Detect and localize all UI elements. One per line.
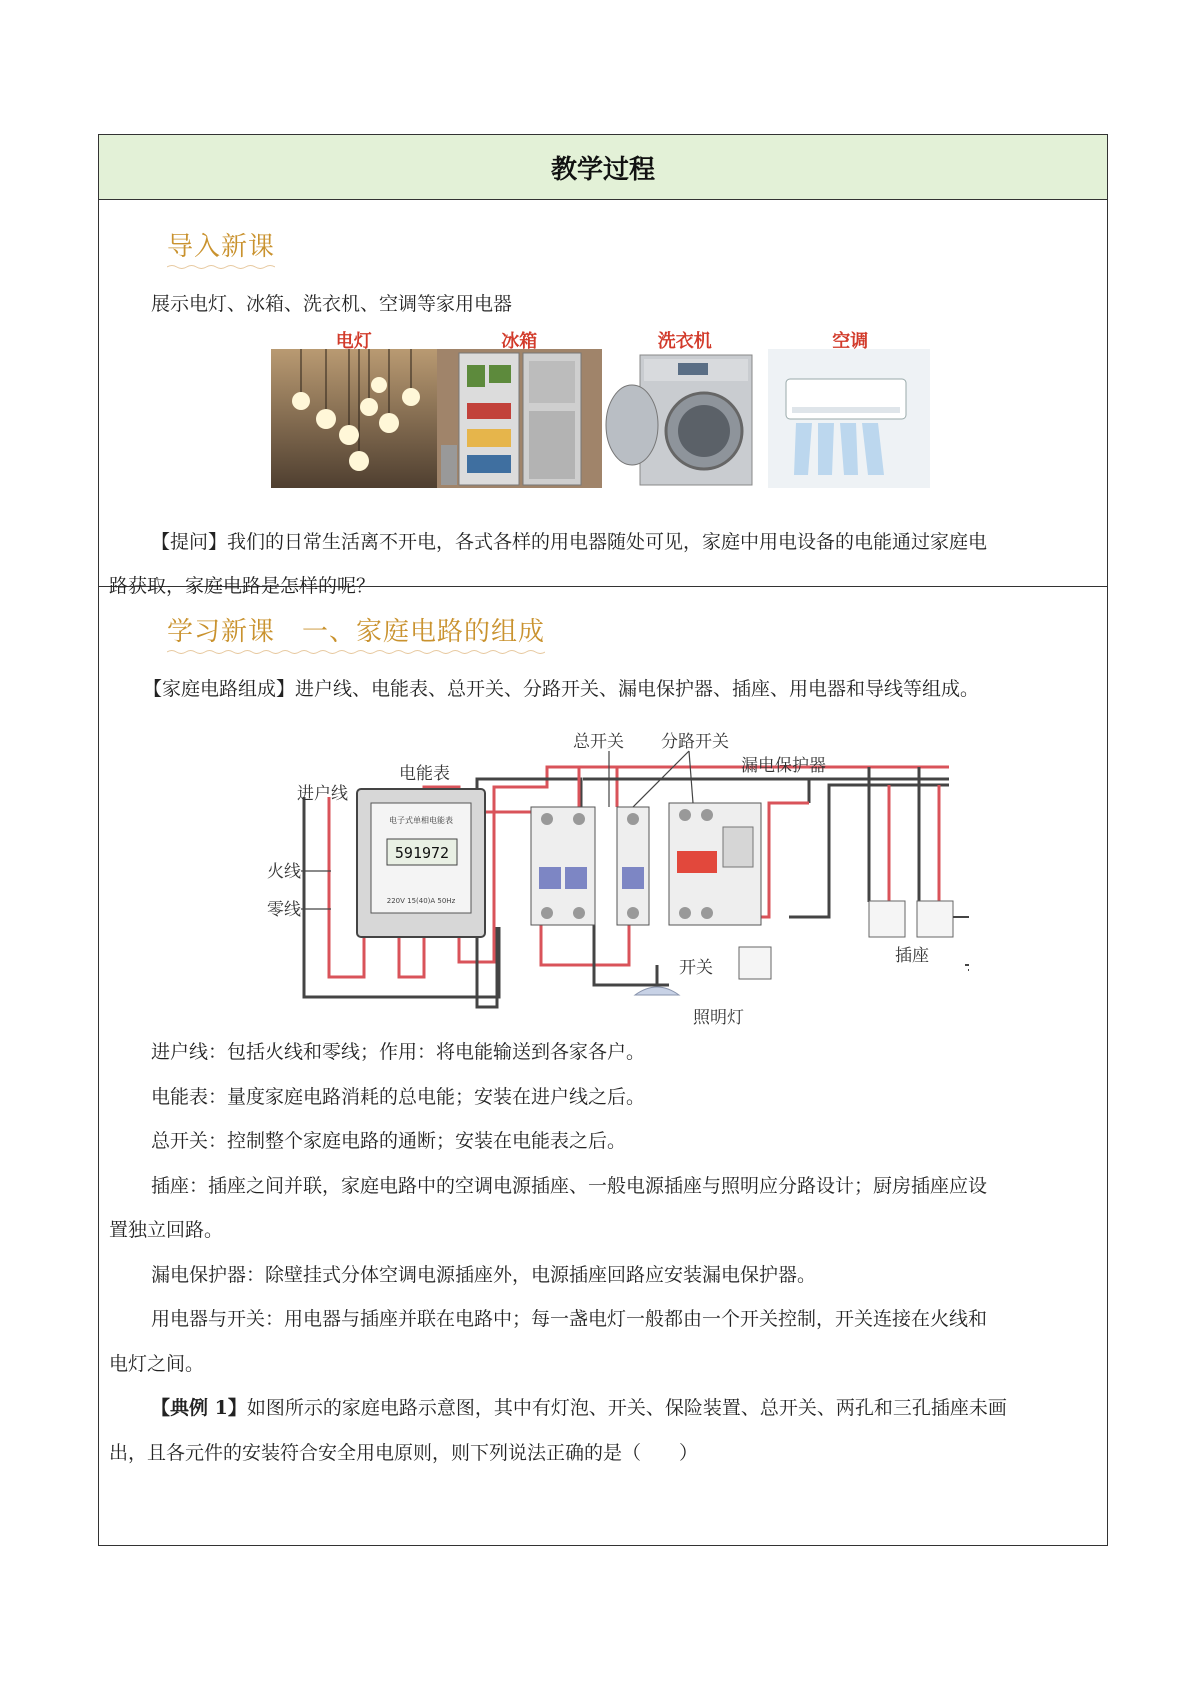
item-socket: 插座：插座之间并联，家庭电路中的空调电源插座、一般电源插座与照明应分路设计；厨房插座应设 <box>151 1175 988 1197</box>
intro-title <box>167 226 275 263</box>
lesson-table <box>98 134 1108 1546</box>
example-tag: 【典例 1】 <box>151 1397 247 1419</box>
leakage-protector <box>669 803 761 925</box>
appliance-ac <box>768 325 934 488</box>
label-socket: 插座 <box>895 946 929 966</box>
label-neutral-wire: 零线 <box>267 900 301 920</box>
socket-two-hole <box>869 901 905 937</box>
label-meter: 电能表 <box>399 764 450 784</box>
example-line2: 出，且各元件的安装符合安全用电原则，则下列说法正确的是（ ） <box>109 1442 699 1464</box>
household-circuit-diagram <box>249 717 969 1047</box>
label-main-switch: 总开关 <box>573 732 624 752</box>
appliance-lamp <box>271 325 437 488</box>
appliance-label: 冰箱 <box>501 331 538 352</box>
appliance-fridge <box>437 325 603 488</box>
lesson-section <box>99 587 1107 1545</box>
appliance-label: 空调 <box>832 331 869 352</box>
appliance-photos <box>271 325 933 488</box>
branch-switch <box>617 807 649 925</box>
table-header <box>99 135 1107 200</box>
item-main-switch: 总开关：控制整个家庭电路的通断；安装在电能表之后。 <box>151 1130 627 1152</box>
intro-question-line1: 【提问】我们的日常生活离不开电，各式各样的用电器随处可见，家庭中用电设备的电能通过家庭电 <box>151 531 988 553</box>
header-title: 教学过程 <box>550 154 655 185</box>
item-entry-line: 进户线：包括火线和零线；作用：将电能输送到各家各户。 <box>151 1041 646 1063</box>
item-appliance-switch-cont: 电灯之间。 <box>109 1353 205 1375</box>
intro-title-text: 导入新课 <box>167 232 276 262</box>
intro-show-text: 展示电灯、冰箱、洗衣机、空调等家用电器 <box>151 293 513 315</box>
item-socket-cont: 置独立回路。 <box>109 1219 224 1241</box>
main-switch <box>531 807 595 925</box>
label-live-wire: 火线 <box>267 862 301 882</box>
meter-spec: 220V 15(40)A 50Hz <box>386 897 456 905</box>
wavy-underline <box>167 649 545 654</box>
lesson-title <box>167 611 545 648</box>
item-leakage: 漏电保护器：除壁挂式分体空调电源插座外，电源插座回路应安装漏电保护器。 <box>151 1264 817 1286</box>
label-lamp: 照明灯 <box>693 1008 744 1028</box>
intro-question-line2: 路获取，家庭电路是怎样的呢？ <box>109 575 376 597</box>
example-text1: 如图所示的家庭电路示意图，其中有灯泡、开关、保险装置、总开关、两孔和三孔插座未画 <box>246 1397 1007 1419</box>
item-meter: 电能表：量度家庭电路消耗的总电能；安装在进户线之后。 <box>151 1086 646 1108</box>
example-line1 <box>151 1396 1007 1420</box>
appliance-label: 电灯 <box>335 331 372 352</box>
appliance-washer <box>602 325 768 488</box>
socket-three-hole <box>917 901 953 937</box>
meter-name: 电子式单相电能表 <box>389 816 453 825</box>
intro-section <box>99 200 1107 597</box>
label-branch-switch: 分路开关 <box>661 732 729 752</box>
wavy-underline <box>167 264 275 269</box>
meter-reading: 591972 <box>394 844 450 862</box>
label-leakage-protector: 漏电保护器 <box>741 756 826 776</box>
label-switch: 开关 <box>679 958 713 978</box>
meter-box <box>357 789 485 937</box>
lesson-title-text: 学习新课 一、家庭电路的组成 <box>167 617 546 647</box>
label-entry-line: 进户线 <box>297 784 348 804</box>
item-appliance-switch: 用电器与开关：用电器与插座并联在电路中；每一盏电灯一般都由一个开关控制，开关连接在火线和 <box>151 1308 988 1330</box>
wall-switch <box>739 947 771 979</box>
composition-text: 【家庭电路组成】进户线、电能表、总开关、分路开关、漏电保护器、插座、用电器和导线等组成。 <box>143 678 980 700</box>
appliance-label: 洗衣机 <box>657 331 712 352</box>
